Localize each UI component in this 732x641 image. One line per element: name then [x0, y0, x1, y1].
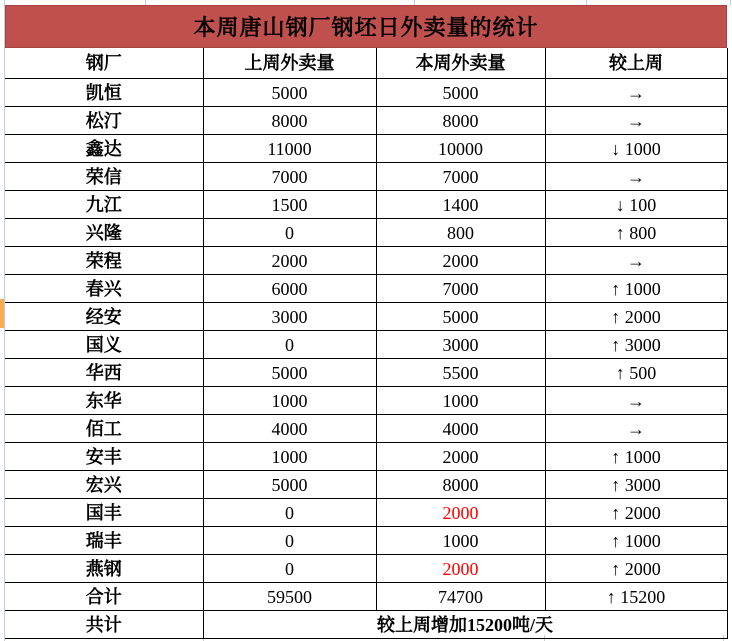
mill-name-cell[interactable]: 国丰 — [5, 499, 203, 527]
mill-name-cell[interactable]: 兴隆 — [5, 219, 203, 247]
this-week-cell[interactable]: 5000 — [376, 79, 545, 107]
change-cell[interactable] — [545, 415, 727, 443]
trend-up-icon: ↑ — [611, 334, 621, 355]
mill-name-cell[interactable]: 国义 — [5, 331, 203, 359]
this-week-cell[interactable]: 8000 — [376, 107, 545, 135]
this-week-cell[interactable]: 7000 — [376, 275, 545, 303]
last-week-cell[interactable]: 5000 — [203, 359, 376, 387]
mill-name-cell[interactable]: 经安 — [5, 303, 203, 331]
table-row — [5, 303, 727, 331]
this-week-cell[interactable]: 2000 — [376, 443, 545, 471]
this-week-cell[interactable]: 10000 — [376, 135, 545, 163]
this-week-cell[interactable]: 1000 — [376, 527, 545, 555]
this-week-cell[interactable]: 5000 — [376, 303, 545, 331]
change-cell[interactable]: ↑ 2000 — [545, 303, 727, 331]
table-row — [5, 443, 727, 471]
last-week-cell[interactable]: 0 — [203, 219, 376, 247]
change-cell[interactable]: ↑ 3000 — [545, 471, 727, 499]
change-cell[interactable] — [545, 387, 727, 415]
table-row — [5, 135, 727, 163]
header-row — [5, 48, 727, 79]
table-row — [5, 331, 727, 359]
table-row — [5, 163, 727, 191]
trend-flat-icon: → — [627, 418, 645, 439]
last-week-cell[interactable]: 0 — [203, 499, 376, 527]
trend-up-icon: ↑ — [606, 586, 616, 607]
this-week-cell[interactable]: 800 — [376, 219, 545, 247]
this-week-cell[interactable]: 4000 — [376, 415, 545, 443]
mill-name-cell[interactable]: 春兴 — [5, 275, 203, 303]
change-cell[interactable]: ↑ 1000 — [545, 443, 727, 471]
last-week-cell[interactable]: 4000 — [203, 415, 376, 443]
last-week-cell[interactable]: 1000 — [203, 387, 376, 415]
trend-flat-icon: → — [627, 250, 645, 271]
change-cell[interactable]: ↑ 800 — [545, 219, 727, 247]
change-cell[interactable] — [545, 163, 727, 191]
last-week-cell[interactable]: 1000 — [203, 443, 376, 471]
trend-up-icon: ↑ — [615, 222, 625, 243]
last-week-cell[interactable]: 0 — [203, 555, 376, 583]
mill-name-cell[interactable]: 九江 — [5, 191, 203, 219]
change-cell[interactable] — [545, 107, 727, 135]
trend-up-icon: ↑ — [611, 278, 621, 299]
this-week-cell[interactable]: 1000 — [376, 387, 545, 415]
this-week-cell[interactable]: 8000 — [376, 471, 545, 499]
total-row — [5, 583, 727, 611]
trend-up-icon: ↑ — [611, 306, 621, 327]
trend-up-icon: ↑ — [611, 446, 621, 467]
table-row — [5, 499, 727, 527]
mill-name-cell[interactable]: 瑞丰 — [5, 527, 203, 555]
table-row — [5, 471, 727, 499]
header-last-week[interactable]: 上周外卖量 — [203, 48, 376, 79]
change-cell[interactable]: ↑ 2000 — [545, 499, 727, 527]
summary-text-cell[interactable]: 较上周增加15200吨/天 — [203, 611, 727, 639]
table-row — [5, 219, 727, 247]
mill-name-cell[interactable]: 安丰 — [5, 443, 203, 471]
table-title[interactable]: 本周唐山钢厂钢坯日外卖量的统计 — [5, 5, 727, 48]
this-week-cell[interactable]: 3000 — [376, 331, 545, 359]
last-week-cell[interactable]: 8000 — [203, 107, 376, 135]
total-change-cell[interactable] — [545, 583, 727, 611]
trend-down-icon: ↓ — [611, 138, 621, 159]
last-week-cell[interactable]: 0 — [203, 527, 376, 555]
change-cell[interactable]: ↑ 1000 — [545, 527, 727, 555]
change-cell[interactable]: ↑ 2000 — [545, 555, 727, 583]
this-week-cell[interactable]: 5500 — [376, 359, 545, 387]
summary-label-cell[interactable]: 共计 — [5, 611, 203, 639]
mill-name-cell[interactable]: 华西 — [5, 359, 203, 387]
mill-name-cell[interactable]: 宏兴 — [5, 471, 203, 499]
mill-name-cell[interactable]: 鑫达 — [5, 135, 203, 163]
last-week-cell[interactable]: 5000 — [203, 79, 376, 107]
trend-flat-icon: → — [627, 82, 645, 103]
table-row — [5, 247, 727, 275]
mill-name-cell[interactable]: 凯恒 — [5, 79, 203, 107]
trend-down-icon: ↓ — [615, 194, 625, 215]
last-week-cell[interactable]: 2000 — [203, 247, 376, 275]
mill-name-cell[interactable]: 佰工 — [5, 415, 203, 443]
total-change-amount: 15200 — [620, 586, 666, 607]
this-week-cell[interactable]: 2000 — [376, 555, 545, 583]
trend-up-icon: ↑ — [615, 362, 625, 383]
trend-up-icon: ↑ — [611, 558, 621, 579]
table-row — [5, 555, 727, 583]
change-cell[interactable]: ↑ 3000 — [545, 331, 727, 359]
last-week-cell[interactable]: 0 — [203, 331, 376, 359]
table-footer — [5, 583, 727, 639]
mill-name-cell[interactable]: 燕钢 — [5, 555, 203, 583]
last-week-cell[interactable]: 6000 — [203, 275, 376, 303]
last-week-cell[interactable]: 3000 — [203, 303, 376, 331]
last-week-cell[interactable]: 7000 — [203, 163, 376, 191]
last-week-cell[interactable]: 11000 — [203, 135, 376, 163]
table-row — [5, 415, 727, 443]
this-week-cell[interactable]: 1400 — [376, 191, 545, 219]
mill-name-cell[interactable]: 荣信 — [5, 163, 203, 191]
header-mill[interactable]: 钢厂 — [5, 48, 203, 79]
header-change[interactable]: 较上周 — [545, 48, 727, 79]
change-cell[interactable]: ↑ 500 — [545, 359, 727, 387]
mill-name-cell[interactable]: 荣程 — [5, 247, 203, 275]
trend-flat-icon: → — [627, 110, 645, 131]
last-week-cell[interactable]: 5000 — [203, 471, 376, 499]
this-week-cell[interactable]: 2000 — [376, 247, 545, 275]
trend-up-icon: ↑ — [611, 474, 621, 495]
trend-flat-icon: → — [627, 390, 645, 411]
table-row — [5, 359, 727, 387]
change-cell[interactable]: ↓ 100 — [545, 191, 727, 219]
change-cell[interactable] — [545, 247, 727, 275]
table-row — [5, 79, 727, 107]
table-row — [5, 387, 727, 415]
data-table — [5, 48, 728, 639]
last-week-cell[interactable]: 1500 — [203, 191, 376, 219]
change-cell[interactable] — [545, 79, 727, 107]
this-week-cell[interactable]: 7000 — [376, 163, 545, 191]
table-row — [5, 527, 727, 555]
trend-up-icon: ↑ — [611, 502, 621, 523]
trend-up-icon: ↑ — [611, 530, 621, 551]
change-cell[interactable]: ↓ 1000 — [545, 135, 727, 163]
table-body — [5, 79, 727, 583]
summary-row — [5, 611, 727, 639]
mill-name-cell[interactable]: 东华 — [5, 387, 203, 415]
table-row — [5, 107, 727, 135]
total-this-week-cell[interactable]: 74700 — [376, 583, 545, 611]
trend-flat-icon: → — [627, 166, 645, 187]
row-highlight-marker — [0, 299, 4, 328]
header-this-week[interactable]: 本周外卖量 — [376, 48, 545, 79]
this-week-cell[interactable]: 2000 — [376, 499, 545, 527]
table-row — [5, 191, 727, 219]
table-row — [5, 275, 727, 303]
change-cell[interactable]: ↑ 1000 — [545, 275, 727, 303]
mill-name-cell[interactable]: 松汀 — [5, 107, 203, 135]
total-label-cell[interactable]: 合计 — [5, 583, 203, 611]
sheet-gridline — [730, 0, 731, 5]
total-last-week-cell[interactable]: 59500 — [203, 583, 376, 611]
